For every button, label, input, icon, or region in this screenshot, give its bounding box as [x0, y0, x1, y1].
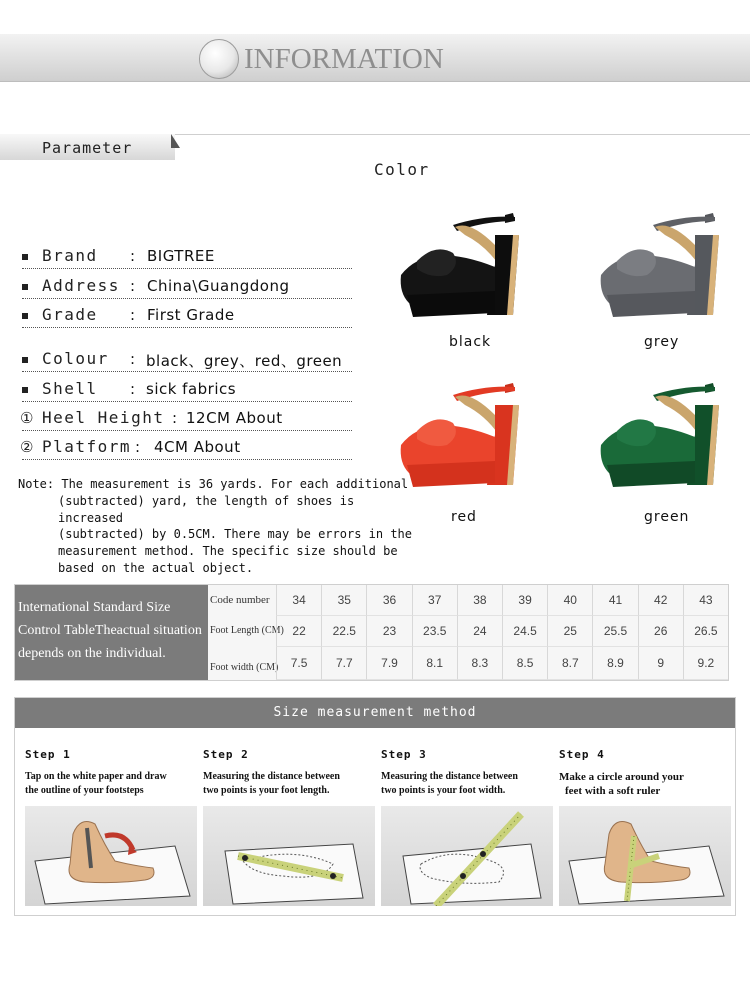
step-label: Step 4 [559, 748, 605, 761]
circle-ornament-icon [199, 39, 239, 79]
spec-separator: : [130, 380, 136, 398]
note-line: (subtracted) yard, the length of shoes is increased [58, 493, 355, 525]
size-table-header-text [18, 596, 208, 665]
cell-foot-width: 7.7 [321, 647, 366, 680]
row-label-foot-width: Foot width (CM) [210, 662, 279, 673]
step-text-line: feet with a soft ruler [565, 785, 661, 797]
bullet-icon [22, 357, 28, 363]
spec-value: First Grade [147, 306, 235, 324]
step-text-line: Tap on the white paper and draw [25, 771, 167, 782]
spec-row-brand [22, 247, 352, 269]
shoe-grey-image[interactable] [595, 195, 725, 330]
spec-separator: : [130, 277, 136, 295]
spec-separator: : [135, 438, 141, 456]
note-line: Note: The measurement is 36 yards. For each additional [18, 477, 409, 491]
step-description [203, 770, 375, 798]
step-text-line: Make a circle around your [559, 771, 684, 783]
step-4 [559, 748, 731, 908]
cell-code: 39 [502, 585, 547, 616]
color-title: Color [374, 160, 430, 179]
spec-label: Platform [42, 437, 132, 456]
spec-label: Address [42, 276, 120, 295]
cell-foot-width: 8.7 [547, 647, 592, 680]
bullet-icon [22, 387, 28, 393]
cell-foot-width: 9.2 [683, 647, 728, 680]
shoe-red-image[interactable] [395, 365, 525, 500]
bullet-icon [22, 284, 28, 290]
shoe-black-image[interactable] [395, 195, 525, 330]
step-text-line: two points is your foot length. [203, 785, 330, 796]
bullet-icon [22, 254, 28, 260]
information-banner [0, 34, 750, 82]
cell-foot-length: 23 [366, 616, 411, 647]
size-table [14, 584, 729, 681]
spec-label: Grade [42, 305, 98, 324]
bullet-icon [22, 313, 28, 319]
parameter-tab-label: Parameter [42, 139, 133, 157]
spec-row-shell [22, 380, 352, 402]
cell-code: 35 [321, 585, 366, 616]
step-text-line: Measuring the distance between [203, 771, 340, 782]
cell-code: 41 [592, 585, 637, 616]
cell-foot-width: 8.3 [457, 647, 502, 680]
cell-foot-length: 25 [547, 616, 592, 647]
cell-foot-length: 22.5 [321, 616, 366, 647]
step-3 [381, 748, 553, 908]
tab-corner-icon [171, 134, 180, 148]
step-description [381, 770, 553, 798]
cell-code: 36 [366, 585, 411, 616]
color-label-red: red [451, 509, 477, 525]
spec-row-address [22, 277, 352, 299]
step-text-line: the outline of your footsteps [25, 785, 144, 796]
spec-value: sick fabrics [146, 380, 237, 398]
cell-foot-length: 24 [457, 616, 502, 647]
method-header [15, 698, 735, 728]
header-line: depends on the individual. [18, 646, 166, 661]
circled-one-icon: ① [20, 409, 34, 427]
circled-two-icon: ② [20, 438, 34, 456]
method-title: Size measurement method [273, 705, 477, 720]
spec-value: black、grey、red、green [146, 352, 343, 370]
spec-row-colour [22, 350, 352, 372]
spec-value: BIGTREE [147, 247, 215, 265]
spec-value: 4CM About [154, 438, 241, 456]
cell-foot-width: 7.9 [366, 647, 411, 680]
step-description [559, 770, 731, 798]
spec-value: China\Guangdong [147, 277, 290, 295]
row-label-foot-length: Foot Length (CM) [210, 625, 284, 636]
step-label: Step 2 [203, 748, 249, 761]
cell-foot-width: 9 [638, 647, 683, 680]
spec-separator: : [130, 306, 136, 324]
step-text-line: two points is your foot width. [381, 785, 506, 796]
cell-code: 40 [547, 585, 592, 616]
spec-value: 12CM About [186, 409, 283, 427]
spec-label: Shell [42, 379, 98, 398]
note-line: measurement method. The specific size should be [58, 544, 398, 559]
cell-foot-length: 26 [638, 616, 683, 647]
cell-code: 37 [412, 585, 457, 616]
spec-label: Brand [42, 246, 98, 265]
cell-code: 42 [638, 585, 683, 616]
cell-foot-length: 25.5 [592, 616, 637, 647]
spec-row-platform [22, 438, 352, 460]
step-1 [25, 748, 197, 908]
step-2 [203, 748, 375, 908]
spec-row-heel-height [22, 409, 352, 431]
size-grid [276, 585, 728, 680]
cell-foot-length: 23.5 [412, 616, 457, 647]
spec-separator: : [130, 350, 136, 368]
cell-foot-width: 7.5 [276, 647, 321, 680]
step-label: Step 3 [381, 748, 427, 761]
spec-label: Colour [42, 349, 109, 368]
size-note [18, 476, 413, 577]
cell-code: 34 [276, 585, 321, 616]
cell-foot-width: 8.1 [412, 647, 457, 680]
foot-circumference-illustration [559, 806, 731, 906]
measurement-method-panel [14, 697, 736, 916]
cell-foot-width: 8.5 [502, 647, 547, 680]
cell-foot-width: 8.9 [592, 647, 637, 680]
cell-foot-length: 22 [276, 616, 321, 647]
foot-length-illustration [203, 806, 375, 906]
color-label-green: green [644, 509, 690, 525]
row-label-code-number: Code number [210, 594, 270, 606]
spec-separator: : [172, 409, 178, 427]
cell-code: 43 [683, 585, 728, 616]
note-line: (subtracted) by 0.5CM. There may be errors in the [58, 527, 413, 542]
header-line: Control TableTheactual situation [18, 623, 202, 638]
note-line: based on the actual object. [58, 560, 254, 575]
foot-width-illustration [381, 806, 553, 906]
cell-foot-length: 26.5 [683, 616, 728, 647]
color-label-black: black [449, 334, 492, 350]
banner-title: INFORMATION [244, 43, 444, 75]
cell-foot-length: 24.5 [502, 616, 547, 647]
spec-row-grade [22, 306, 352, 328]
step-description [25, 770, 197, 798]
step-text-line: Measuring the distance between [381, 771, 518, 782]
shoe-green-image[interactable] [595, 365, 725, 500]
spec-separator: : [130, 247, 136, 265]
foot-outline-illustration [25, 806, 197, 906]
size-table-header [15, 585, 208, 680]
color-label-grey: grey [644, 334, 680, 350]
header-line: International Standard Size [18, 600, 171, 615]
size-row-labels [208, 585, 284, 680]
step-label: Step 1 [25, 748, 71, 761]
spec-label: Heel Height [42, 408, 165, 427]
cell-code: 38 [457, 585, 502, 616]
